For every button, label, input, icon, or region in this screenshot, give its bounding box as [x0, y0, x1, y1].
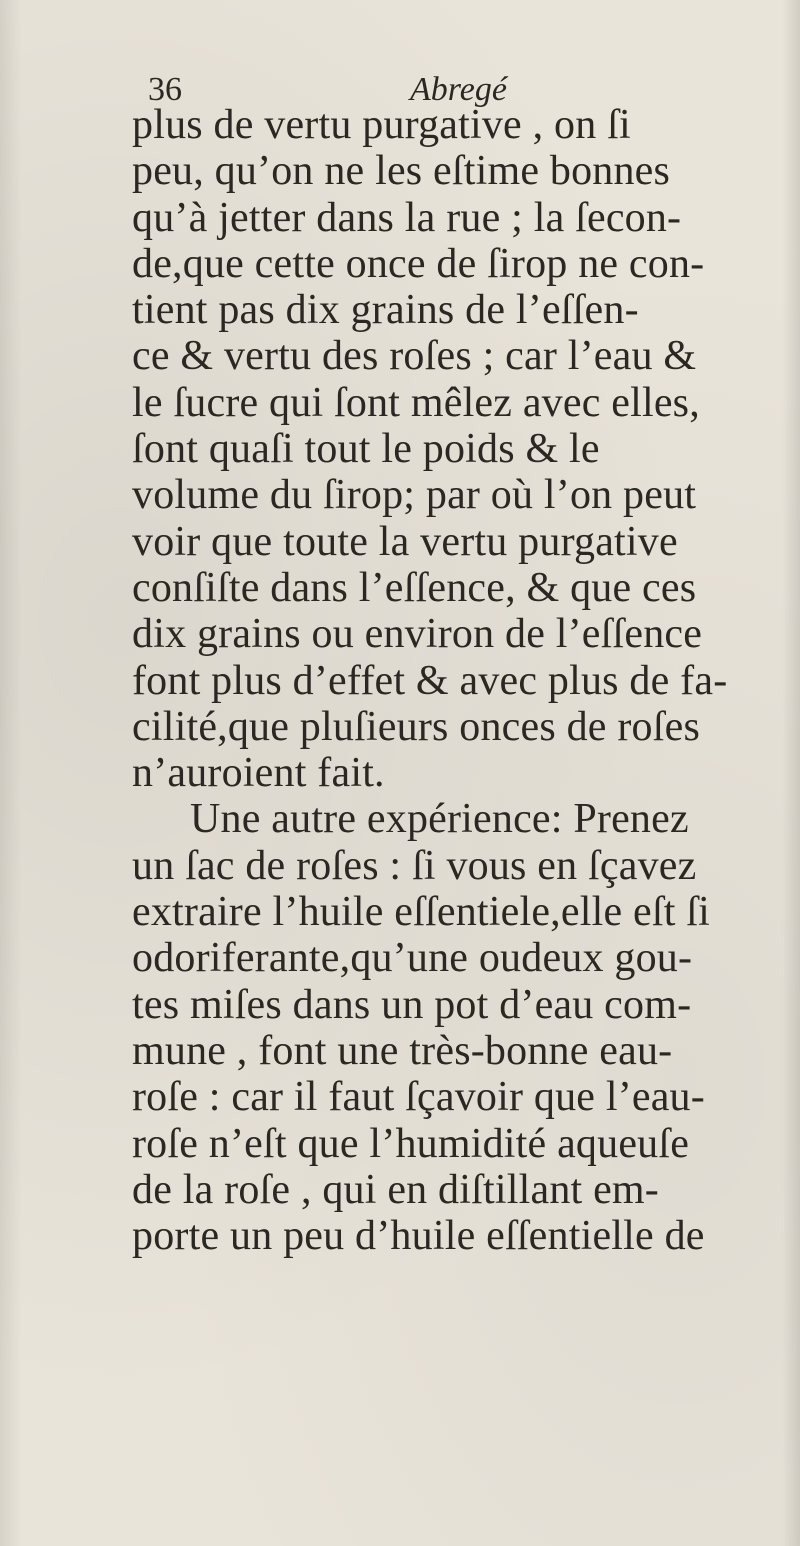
text-line: cilité,que pluſieurs onces de roſes [132, 703, 700, 750]
text-line: de,que cette once de ſirop ne con- [132, 240, 705, 287]
text-line: conſiſte dans l’eſſence, & que ces [132, 564, 697, 611]
text-line: tes miſes dans un pot d’eau com- [132, 981, 692, 1028]
text-line: volume du ſirop; par où l’on peut [132, 472, 697, 519]
text-line: tient pas dix grains de l’eſſen- [132, 287, 639, 334]
text-line: roſe : car il faut ſçavoir que l’eau- [132, 1074, 705, 1121]
text-line: mune , font une très-bonne eau- [132, 1027, 673, 1074]
text-line: plus de vertu purgative , on ſi [132, 102, 631, 148]
text-line: un ſac de roſes : ſi vous en ſçavez [132, 842, 697, 889]
page-edge-shadow-right [782, 0, 800, 1546]
page-number: 36 [148, 71, 182, 108]
text-line: odoriferante,qu’une oudeux gou- [132, 935, 693, 982]
text-line: ſont quaſi tout le poids & le [132, 426, 600, 473]
text-line: de la roſe , qui en diſtillant em- [132, 1166, 659, 1213]
text-line: ce & vertu des roſes ; car l’eau & [132, 333, 697, 380]
page-edge-shadow-left [0, 0, 22, 1546]
text-line: qu’à jetter dans la rue ; la ſecon- [132, 194, 682, 241]
text-line: extraire l’huile eſſentiele,elle eſt ſi [132, 889, 711, 936]
text-line: dix grains ou environ de l’eſſence [132, 611, 703, 658]
body-text [132, 102, 772, 1259]
running-title: Abregé [410, 71, 507, 108]
text-line: le ſucre qui ſont mêlez avec elles, [132, 379, 700, 426]
text-line: peu, qu’on ne les eſtime bonnes [132, 148, 671, 195]
text-line: porte un peu d’huile eſſentielle de [132, 1213, 705, 1260]
text-line: n’auroient fait. [132, 750, 385, 797]
text-line: font plus d’effet & avec plus de fa- [132, 657, 728, 704]
text-line: voir que toute la vertu purgative [132, 518, 678, 565]
paragraph-start-line: Une autre expérience: Prenez [190, 796, 689, 843]
text-line: roſe n’eſt que l’humidité aqueuſe [132, 1120, 690, 1167]
